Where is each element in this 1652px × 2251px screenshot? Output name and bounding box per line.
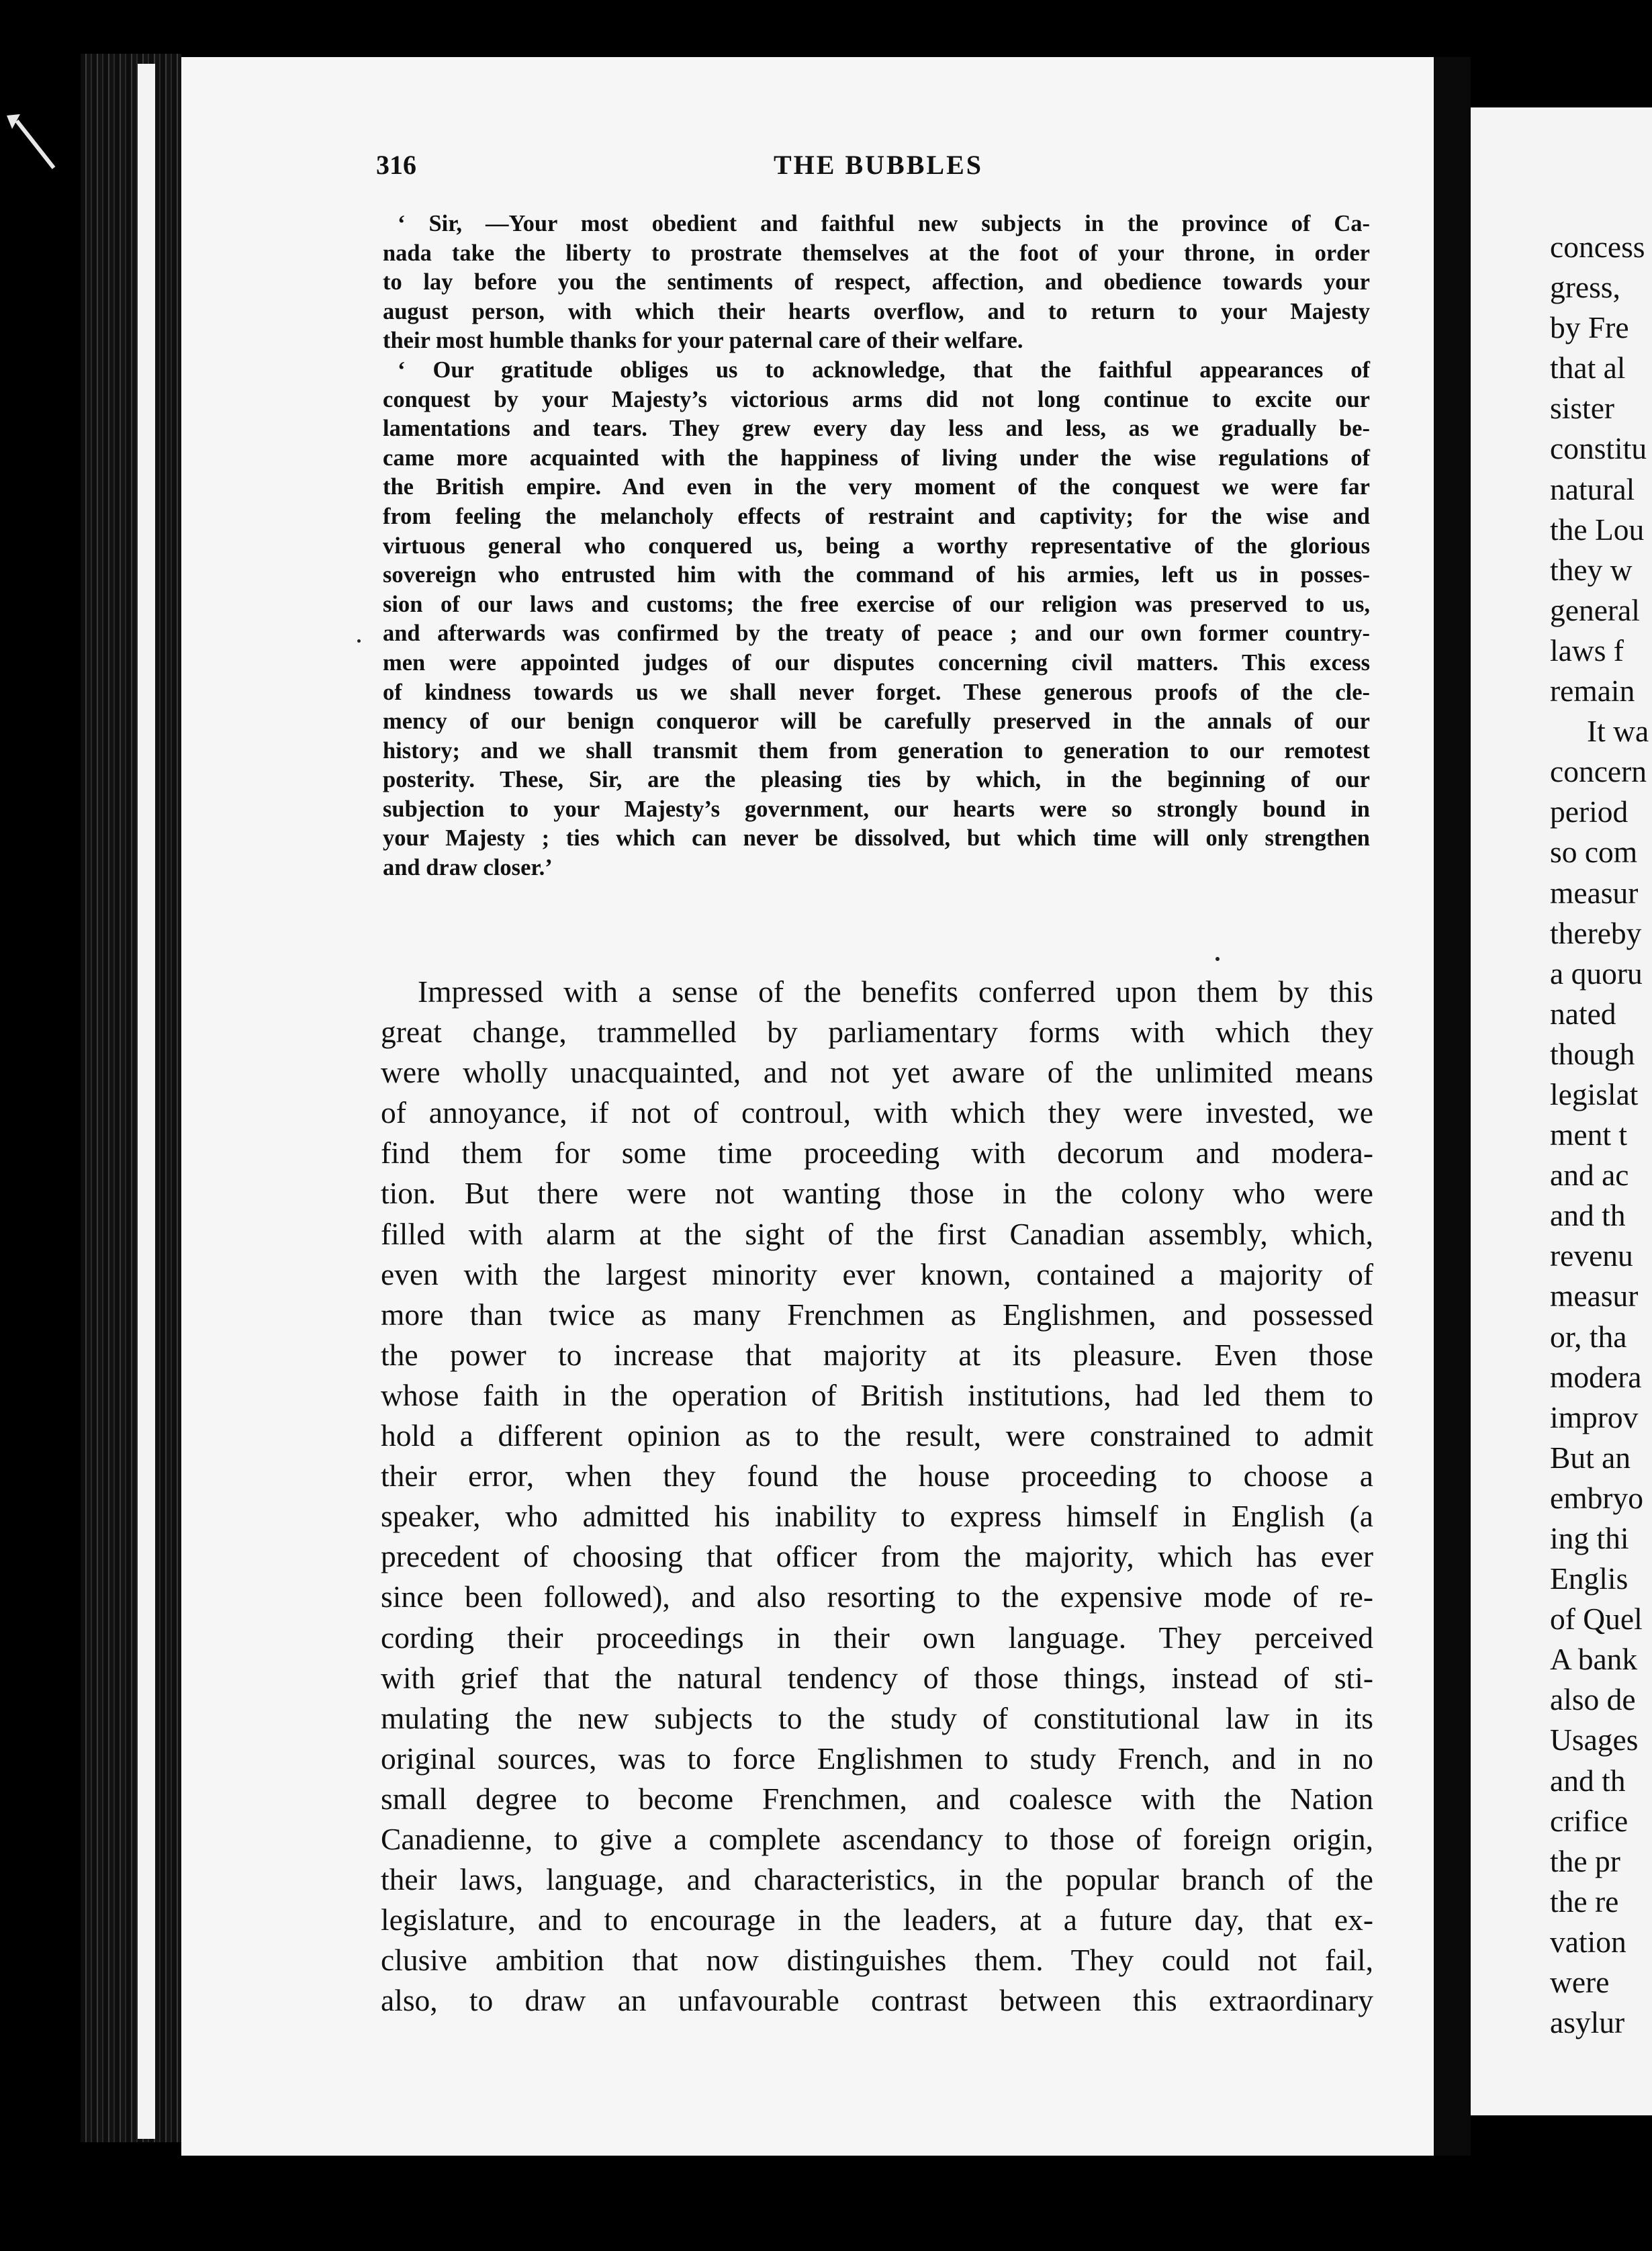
quote-line: to lay before you the sentiments of respect, affection, and obedience towards your bbox=[383, 269, 1370, 295]
facing-line: Englis bbox=[1550, 1561, 1628, 1596]
facing-line: gress, bbox=[1550, 270, 1620, 305]
page-number: 316 bbox=[376, 150, 416, 180]
body-line: clusive ambition that now distinguishes them. They could not fail, bbox=[381, 1943, 1373, 1978]
quote-line: the British empire. And even in the very moment of the conquest we were far bbox=[383, 474, 1370, 500]
facing-line: A bank bbox=[1550, 1642, 1638, 1677]
facing-line: were bbox=[1550, 1965, 1610, 2000]
facing-line: general bbox=[1550, 592, 1640, 627]
corner-arrow-icon bbox=[0, 107, 74, 201]
body-line: more than twice as many Frenchmen as Englishmen, and possessed bbox=[381, 1297, 1373, 1332]
quote-line: came more acquainted with the happiness of living under the wise regulations of bbox=[383, 445, 1370, 471]
running-title: THE BUBBLES bbox=[774, 150, 984, 180]
facing-line: that al bbox=[1550, 351, 1626, 385]
separator-dot bbox=[1215, 957, 1220, 961]
facing-line: embryo bbox=[1550, 1480, 1643, 1515]
facing-line: concern bbox=[1550, 754, 1647, 789]
body-line: Impressed with a sense of the benefits conferred upon them by this bbox=[418, 974, 1373, 1009]
body-line: their error, when they found the house proceeding to choose a bbox=[381, 1459, 1373, 1494]
facing-line: thereby bbox=[1550, 915, 1642, 950]
quote-line: men were appointed judges of our disputes concerning civil matters. This excess bbox=[383, 649, 1370, 676]
body-line: find them for some time proceeding with decorum and modera- bbox=[381, 1136, 1373, 1170]
quote-line: mency of our benign conqueror will be carefully preserved in the annals of our bbox=[383, 708, 1370, 735]
facing-line: the Lou bbox=[1550, 512, 1645, 547]
facing-line: remain bbox=[1550, 674, 1635, 708]
facing-line: period bbox=[1550, 794, 1628, 829]
facing-line: legislat bbox=[1550, 1076, 1639, 1111]
quote-line: your Majesty ; ties which can never be dissolved, but which time will only strengthen bbox=[383, 825, 1370, 852]
facing-line: improv bbox=[1550, 1399, 1639, 1434]
facing-line: of Quel bbox=[1550, 1602, 1643, 1637]
quote-line: lamentations and tears. They grew every day less and less, as we gradually be- bbox=[383, 416, 1370, 442]
body-line: tion. But there were not wanting those in the colony who were bbox=[381, 1176, 1373, 1211]
facing-line: ment t bbox=[1550, 1117, 1627, 1152]
body-line: the power to increase that majority at its pleasure. Even those bbox=[381, 1337, 1373, 1372]
body-line: Canadienne, to give a complete ascendancy to those of foreign origin, bbox=[381, 1821, 1373, 1856]
quote-line: from feeling the melancholy effects of restraint and captivity; for the wise and bbox=[383, 503, 1370, 529]
quote-line: of kindness towards us we shall never forget. These generous proofs of the cle- bbox=[383, 679, 1370, 705]
facing-line: natural bbox=[1550, 471, 1635, 506]
page-header bbox=[376, 149, 1383, 196]
body-line: legislature, and to encourage in the leaders, at a future day, that ex- bbox=[381, 1902, 1373, 1937]
quote-line: history; and we shall transmit them from generation to generation to our remotest bbox=[383, 737, 1370, 764]
quote-line: august person, with which their hearts overflow, and to return to your Majesty bbox=[383, 298, 1370, 324]
facing-line: and th bbox=[1550, 1198, 1626, 1233]
quote-line: ‘ Sir, —Your most obedient and faithful new subjects in the province of Ca- bbox=[398, 211, 1370, 236]
book-gutter bbox=[1434, 57, 1471, 2156]
facing-line: Usages bbox=[1550, 1722, 1639, 1757]
facing-line: measur bbox=[1550, 1279, 1639, 1314]
facing-line: they w bbox=[1550, 552, 1633, 587]
quote-line: and afterwards was confirmed by the treaty of peace ; and our own former country- bbox=[383, 621, 1370, 647]
facing-line: and th bbox=[1550, 1763, 1626, 1798]
body-line: small degree to become Frenchmen, and coalesce with the Nation bbox=[381, 1781, 1373, 1816]
body-line: cording their proceedings in their own language. They perceived bbox=[381, 1620, 1373, 1655]
facing-line: measur bbox=[1550, 875, 1639, 910]
body-line: original sources, was to force Englishmen to study French, and in no bbox=[381, 1741, 1373, 1776]
body-line: their laws, language, and characteristics, in the popular branch of the bbox=[381, 1862, 1373, 1897]
body-line: of annoyance, if not of controul, with which they were invested, we bbox=[381, 1095, 1373, 1130]
quote-line: sovereign who entrusted him with the command of his armies, left us in posses- bbox=[383, 562, 1370, 588]
facing-line: ing thi bbox=[1550, 1521, 1629, 1555]
facing-line: concess bbox=[1550, 230, 1645, 264]
body-line: hold a different opinion as to the result, were constrained to admit bbox=[381, 1418, 1373, 1453]
facing-line: sister bbox=[1550, 391, 1615, 426]
facing-page-text bbox=[1550, 227, 1649, 2043]
body-line: speaker, who admitted his inability to express himself in English (a bbox=[381, 1499, 1373, 1534]
facing-line: crifice bbox=[1550, 1803, 1628, 1838]
facing-line: laws f bbox=[1550, 633, 1624, 668]
quote-line: conquest by your Majesty’s victorious arms did not long continue to excite our bbox=[383, 386, 1370, 412]
facing-line: revenu bbox=[1550, 1238, 1633, 1273]
facing-line: asylur bbox=[1550, 2005, 1625, 2040]
quote-line: subjection to your Majesty’s government, our hearts were so strongly bound in bbox=[383, 796, 1370, 822]
facing-line: the re bbox=[1550, 1884, 1619, 1919]
facing-line: also de bbox=[1550, 1682, 1636, 1717]
facing-line: a quoru bbox=[1550, 956, 1643, 991]
facing-line: so com bbox=[1550, 835, 1638, 870]
quote-line: nada take the liberty to prostrate themselves at the foot of your throne, in order bbox=[383, 240, 1370, 266]
book-edge bbox=[81, 54, 181, 2142]
facing-page bbox=[1471, 107, 1652, 2115]
body-line: great change, trammelled by parliamentary forms with which they bbox=[381, 1015, 1373, 1050]
facing-line: though bbox=[1550, 1036, 1635, 1071]
body-line: were wholly unacquainted, and not yet aware of the unlimited means bbox=[381, 1055, 1373, 1090]
facing-line: It wa bbox=[1587, 714, 1649, 749]
body-line: also, to draw an unfavourable contrast between this extraordinary bbox=[381, 1983, 1373, 2018]
quote-line: and draw closer.’ bbox=[383, 855, 553, 881]
facing-line: nated bbox=[1550, 996, 1616, 1031]
body-line: since been followed), and also resorting to the expensive mode of re- bbox=[381, 1579, 1373, 1614]
quoted-address bbox=[383, 210, 1370, 883]
quote-line: virtuous general who conquered us, being a worthy representative of the glorious bbox=[383, 533, 1370, 559]
body-line: precedent of choosing that officer from the majority, which has ever bbox=[381, 1539, 1373, 1574]
facing-line: constitu bbox=[1550, 431, 1647, 466]
facing-line: vation bbox=[1550, 1924, 1626, 1959]
quote-line: sion of our laws and customs; the free exercise of our religion was preserved to us, bbox=[383, 591, 1370, 617]
margin-speck bbox=[357, 639, 361, 643]
facing-line: or, tha bbox=[1550, 1319, 1627, 1354]
body-line: filled with alarm at the sight of the first Canadian assembly, which, bbox=[381, 1216, 1373, 1251]
body-paragraph bbox=[381, 972, 1373, 2021]
quote-line: their most humble thanks for your paternal care of their welfare. bbox=[383, 328, 1023, 354]
quote-line: ‘ Our gratitude obliges us to acknowledge, that the faithful appearances of bbox=[398, 357, 1370, 383]
facing-line: by Fre bbox=[1550, 310, 1629, 345]
facing-line: But an bbox=[1550, 1440, 1631, 1475]
quote-line: posterity. These, Sir, are the pleasing ties by which, in the beginning of our bbox=[383, 767, 1370, 793]
body-line: with grief that the natural tendency of those things, instead of sti- bbox=[381, 1660, 1373, 1695]
page-edge-strip bbox=[138, 64, 155, 2139]
body-line: even with the largest minority ever known, contained a majority of bbox=[381, 1256, 1373, 1291]
body-line: whose faith in the operation of British institutions, had led them to bbox=[381, 1377, 1373, 1412]
body-line: mulating the new subjects to the study of constitutional law in its bbox=[381, 1700, 1373, 1735]
facing-line: modera bbox=[1550, 1359, 1642, 1394]
facing-line: the pr bbox=[1550, 1843, 1620, 1878]
facing-line: and ac bbox=[1550, 1158, 1629, 1193]
